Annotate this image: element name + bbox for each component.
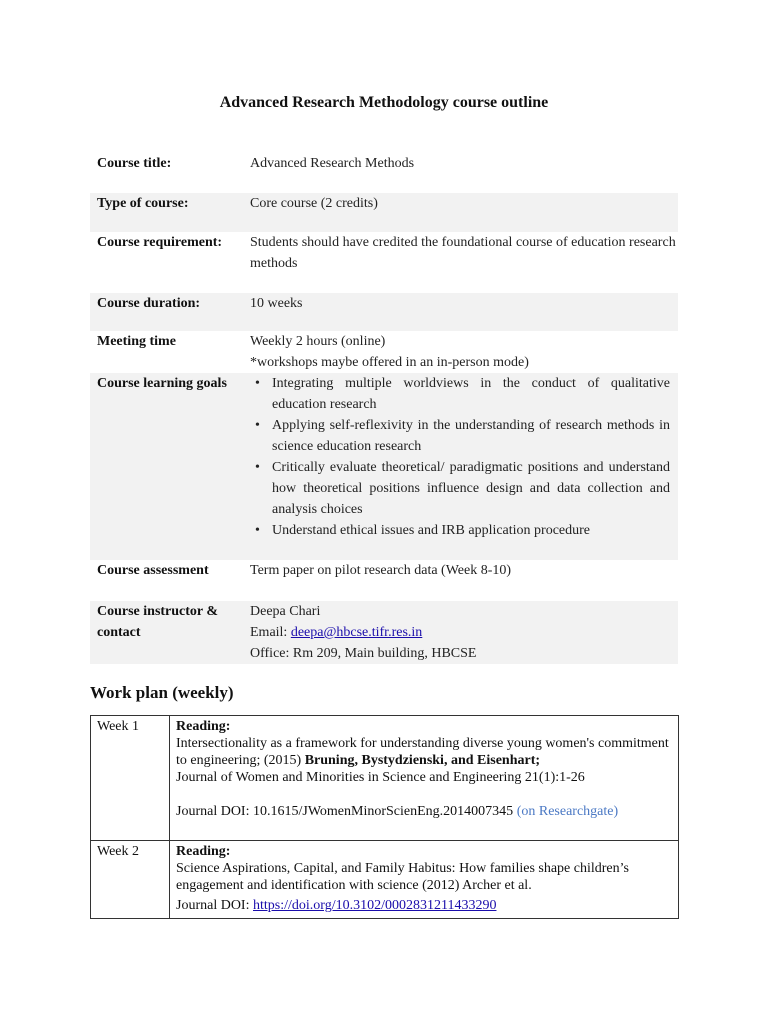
week-content	[170, 841, 679, 919]
week-content	[170, 716, 679, 841]
reading-label: Reading:	[176, 844, 231, 859]
reading-doi	[176, 897, 672, 914]
week-label: Week 2	[91, 841, 170, 919]
goals-list	[250, 373, 670, 541]
course-title-value: Advanced Research Methods	[250, 156, 415, 171]
reading-text	[176, 735, 672, 769]
goal-item: • Integrating multiple worldviews in the conduct of qualitative education research	[272, 373, 670, 415]
doi-prefix: Journal DOI: 10.1615/JWomenMinorScienEng.2014007345	[176, 804, 517, 819]
researchgate-link[interactable]: (on Researchgate)	[516, 804, 619, 819]
requirement-row	[90, 232, 678, 293]
type-label: Type of course:	[90, 193, 250, 232]
goals-label: Course learning goals	[90, 373, 250, 560]
instructor-name: Deepa Chari	[250, 604, 321, 619]
page-title: Advanced Research Methodology course outline	[219, 94, 549, 111]
course-title-row	[90, 143, 678, 193]
type-row	[90, 193, 678, 232]
duration-label: Course duration:	[90, 293, 250, 331]
instructor-label: Course instructor & contact	[90, 601, 250, 664]
course-info-table	[90, 143, 678, 664]
reading-authors: Bruning, Bystydzienski, and Eisenhart;	[304, 753, 541, 768]
doi-link[interactable]: https://doi.org/10.3102/0002831211433290	[253, 898, 497, 913]
duration-row	[90, 293, 678, 331]
reading-text: Science Aspirations, Capital, and Family Habitus: How families shape children’s engagement and identification with science (2012) Archer et al.	[176, 861, 629, 893]
instructor-office: Office: Rm 209, Main building, HBCSE	[250, 646, 477, 661]
instructor-value	[250, 601, 678, 664]
assessment-row	[90, 560, 678, 601]
goal-item: • Critically evaluate theoretical/ paradigmatic positions and understand how theoretical positions influence design and data collection and analysis choices	[272, 457, 670, 520]
goals-row	[90, 373, 678, 560]
work-plan-table	[90, 715, 679, 919]
assessment-value: Term paper on pilot research data (Week 8-10)	[250, 563, 512, 578]
week-row	[91, 716, 679, 841]
requirement-value: Students should have credited the foundational course of education research methods	[250, 235, 676, 271]
goals-value	[250, 373, 678, 560]
meeting-value	[250, 331, 678, 373]
goal-item: • Applying self-reflexivity in the understanding of research methods in science education research	[272, 415, 670, 457]
meeting-line-1: Weekly 2 hours (online)	[250, 334, 386, 349]
meeting-row	[90, 331, 678, 373]
reading-journal: Journal of Women and Minorities in Science and Engineering 21(1):1-26	[176, 770, 585, 785]
work-plan-heading: Work plan (weekly)	[90, 683, 234, 702]
week-row	[91, 841, 679, 919]
reading-doi	[176, 803, 672, 820]
reading-label: Reading:	[176, 719, 231, 734]
course-title-label: Course title:	[97, 156, 172, 171]
meeting-label: Meeting time	[97, 334, 176, 349]
requirement-label: Course requirement:	[97, 235, 223, 250]
assessment-label: Course assessment	[97, 563, 209, 578]
doi-prefix: Journal DOI:	[176, 898, 253, 913]
goal-item: • Understand ethical issues and IRB application procedure	[272, 520, 670, 541]
instructor-row	[90, 601, 678, 664]
instructor-email-line	[250, 622, 678, 643]
email-prefix: Email:	[250, 625, 291, 640]
week-label: Week 1	[91, 716, 170, 841]
reading-title: Intersectionality as a framework for understanding diverse young women's commitment to engineering; (2015)	[176, 736, 669, 768]
duration-value: 10 weeks	[250, 293, 678, 331]
email-link[interactable]: deepa@hbcse.tifr.res.in	[290, 625, 423, 640]
type-value: Core course (2 credits)	[250, 193, 678, 232]
meeting-line-2: *workshops maybe offered in an in-person mode)	[250, 355, 529, 370]
